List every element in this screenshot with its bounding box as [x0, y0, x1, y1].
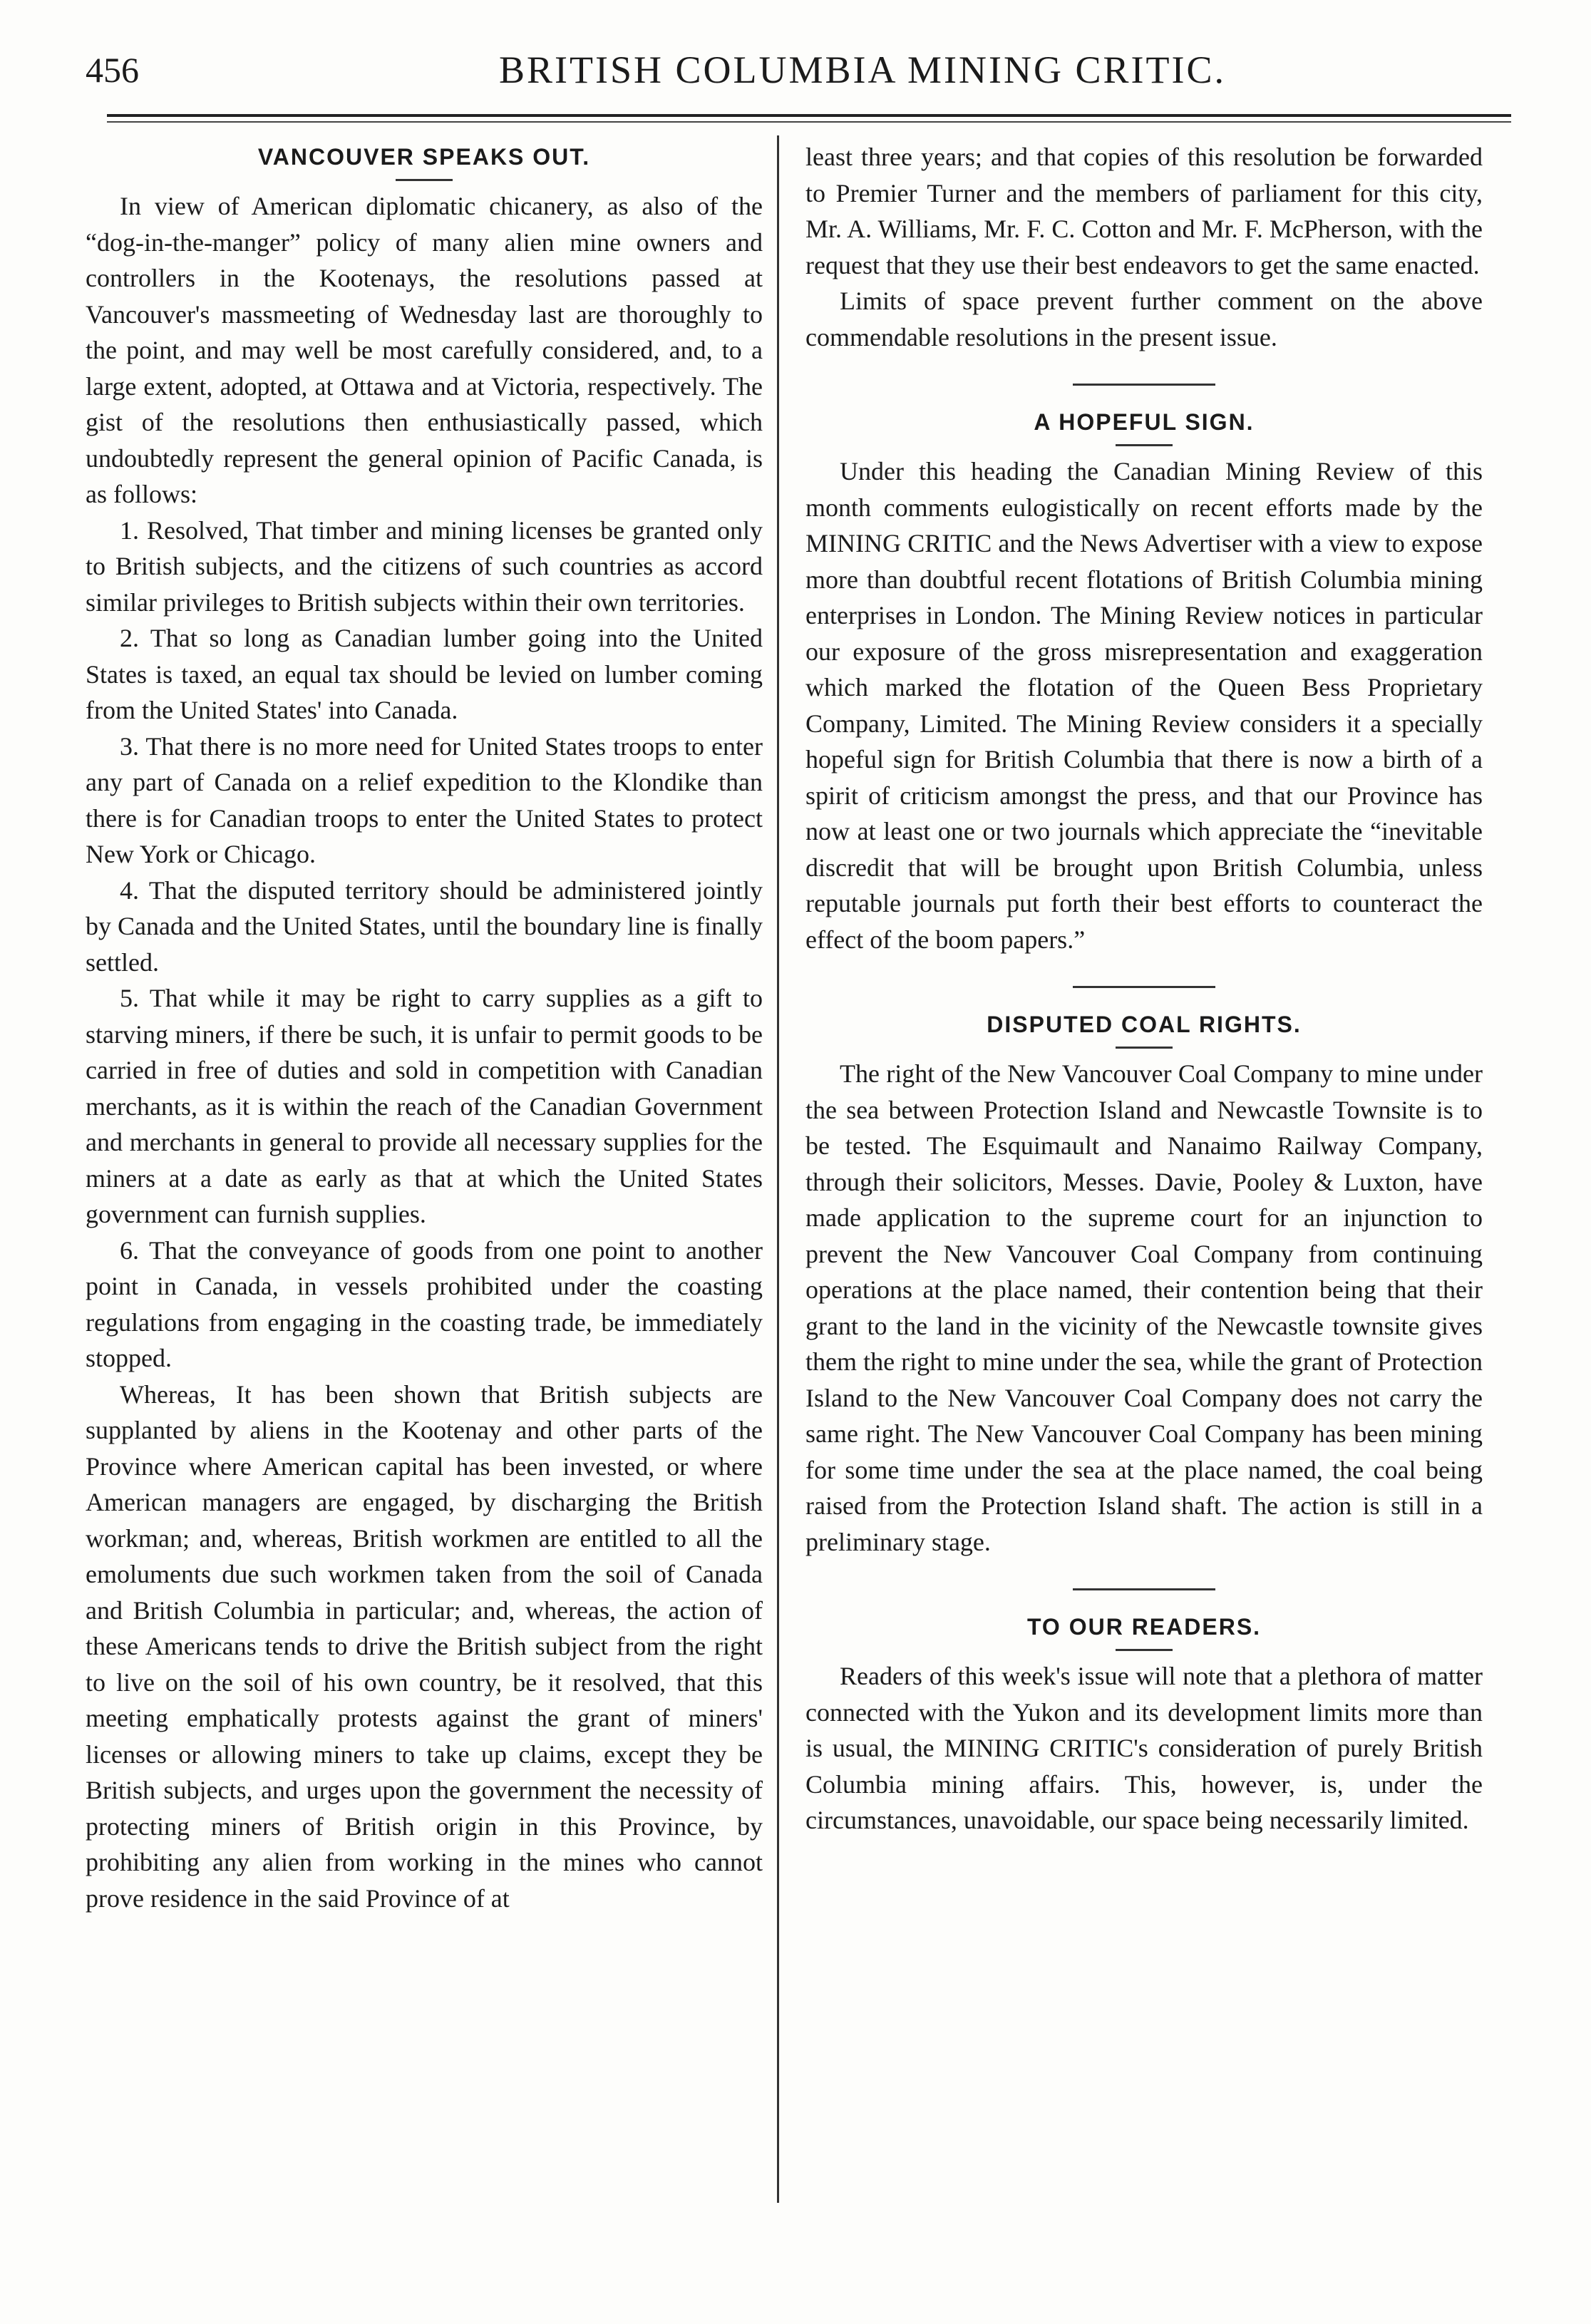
resolution-item: 3. That there is no more need for United States troops to enter any part of Canada on a relief expedition to the Klondike than there is for Canadian troops to enter the United States to protect New York or Chicago.: [86, 731, 763, 868]
article-heading-vancouver: VANCOUVER SPEAKS OUT.: [257, 144, 591, 170]
heading-rule: [1116, 1047, 1173, 1049]
article-paragraph: Readers of this week's issue will note that a plethora of matter connected with the Yukon and its development limits more than is usual, the MINING CRITIC's consideration of purely British Columbia mining affairs. This, however, is, under the circumstances, unavoidable, our space being necessarily limited.: [805, 1662, 1483, 1834]
section-rule: [1073, 986, 1215, 988]
article-paragraph: Limits of space prevent further comment on the above commendable resolutions in the present issue.: [805, 287, 1483, 351]
article-heading-coal-rights: DISPUTED COAL RIGHTS.: [987, 1012, 1302, 1037]
page-number: 456: [86, 50, 139, 90]
article-heading-hopeful-sign: A HOPEFUL SIGN.: [1034, 409, 1255, 435]
resolution-item: 5. That while it may be right to carry supplies as a gift to starving miners, if there be such, it is unfair to permit goods to be carried in free of duties and sold in competition with Canadian merchants, as it is within the reach of the Canadian Government and merchants in general to provide all necessary supplies for the miners at a date as early as that at which the United States government can furnish supplies.: [86, 984, 763, 1228]
section-rule: [1073, 1588, 1215, 1590]
page-header: [86, 43, 1483, 100]
header-rule-thin: [107, 121, 1511, 123]
column-divider: [777, 135, 779, 2203]
article-paragraph: The right of the New Vancouver Coal Company to mine under the sea between Protection Island and Newcastle Townsite is to be tested. The Esquimault and Nanaimo Railway Company, through their solicitors, Messes. Davie, Pooley & Luxton, have made application to the supreme court for an injunction to prevent the New Vancouver Coal Company from continuing operations at the place named, their contention being that their grant to the land in the vicinity of the Newcastle townsite gives them the right to mine under the sea, while the grant of Protection Island to the New Vancouver Coal Company does not carry the same right. The New Vancouver Coal Company has been mining for some time under the sea at the place named, the coal being raised from the Protection Island shaft. The action is still in a preliminary stage.: [805, 1059, 1483, 1556]
right-column: [805, 139, 1483, 1839]
resolution-item: 2. That so long as Canadian lumber going into the United States is taxed, an equal tax should be levied on lumber coming from the United States' into Canada.: [86, 624, 763, 724]
resolution-item: 4. That the disputed territory should be administered jointly by Canada and the United States, until the boundary line is finally settled.: [86, 875, 763, 977]
header-rule: [107, 114, 1511, 117]
section-rule: [1073, 384, 1215, 386]
article-paragraph: In view of American diplomatic chicanery, as also of the “dog-in-the-manger” policy of many alien mine owners and controllers in the Kootenays, the resolutions passed at Vancouver's massmeeting of Wednesday last are thoroughly to the point, and may well be most carefully considered, and, to a large extent, adopted, at Ottawa and at Victoria, respectively. The gist of the resolutions then enthusiastically passed, which undoubtedly represent the general opinion of Pacific Canada, is as follows:: [86, 192, 763, 508]
continued-paragraph: least three years; and that copies of this resolution be forwarded to Premier Turner and the members of parliament for this city, Mr. A. Williams, Mr. F. C. Cotton and Mr. F. McPherson, with the request that they use their best endeavors to get the same enacted.: [805, 143, 1483, 279]
article-paragraph: Under this heading the Canadian Mining Review of this month comments eulogistically on recent efforts made by the MINING CRITIC and the News Advertiser with a view to expose more than doubtful recent flotations of British Columbia mining enterprises in London. The Mining Review notices in particular our exposure of the gross misrepresentation and exaggeration which marked the flotation of the Queen Bess Proprietary Company, Limited. The Mining Review considers it a specially hopeful sign for British Columbia that there is now a birth of a spirit of criticism amongst the press, and that our Province has now at least one or two journals which appreciate the “inevitable discredit that will be brought upon British Columbia, unless reputable journals put forth their best efforts to counteract the effect of the boom papers.”: [805, 457, 1483, 954]
heading-rule: [1116, 1649, 1173, 1651]
article-heading-readers: TO OUR READERS.: [1026, 1614, 1262, 1640]
heading-rule: [1116, 444, 1173, 446]
left-column: [86, 139, 763, 1916]
heading-rule: [396, 179, 453, 181]
resolution-item: 6. That the conveyance of goods from one point to another point in Canada, in vessels prohibited under the coasting regulations from engaging in the coasting trade, be immediately stopped.: [86, 1235, 763, 1372]
article-paragraph: Whereas, It has been shown that British subjects are supplanted by aliens in the Kootenay and other parts of the Province where American capital has been invested, or where American managers are engaged, by discharging the British workman; and, whereas, British workmen are entitled to all the emoluments due such workmen taken from the soil of Canada and British Columbia in particular; and, whereas, the action of these Americans tends to drive the British subject from the right to live on the soil of his own country, be it resolved, that this meeting emphatically protests against the grant of miners' licenses or allowing miners to take up claims, except they be British subjects, and urges upon the government the necessity of protecting miners of British origin in this Province, by prohibiting any alien from working in the mines who cannot prove residence in the said Province of at: [86, 1379, 763, 1913]
running-title: BRITISH COLUMBIA MINING CRITIC.: [498, 48, 1227, 91]
resolution-item: 1. Resolved, That timber and mining licenses be granted only to British subjects, and the citizens of such countries as accord similar privileges to British subjects within their own territories.: [86, 515, 763, 617]
